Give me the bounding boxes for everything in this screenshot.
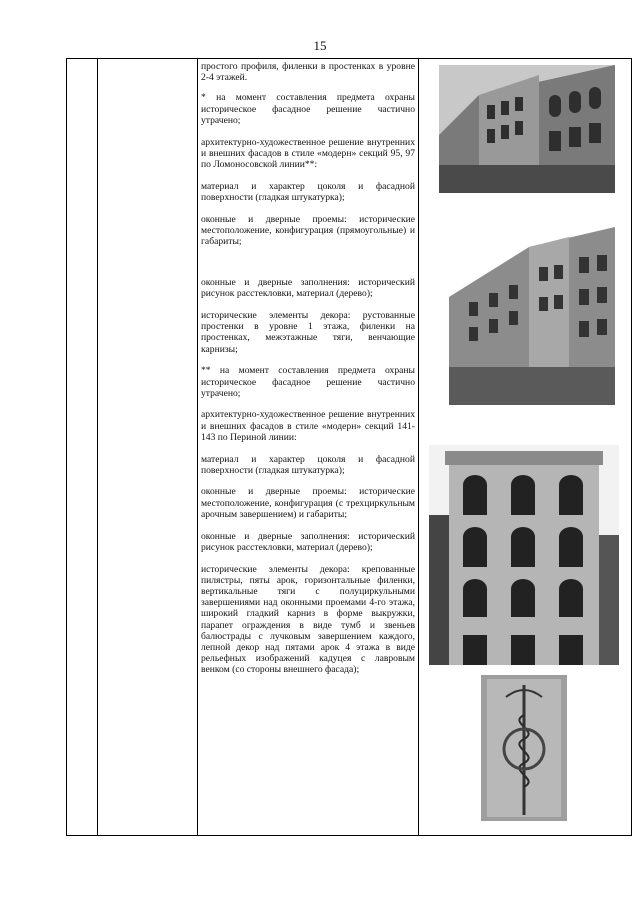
column-divider	[97, 59, 98, 835]
facade-photo-1	[439, 65, 615, 193]
paragraph: архитектурно-художественное решение внутренних и внешних фасадов в стиле «модерн» секций 95, 97 по Ломоносовской линии**:	[201, 136, 415, 170]
paragraph: оконные и дверные проемы: исторические местоположение, конфигурация (с трехциркульным арочным завершением) и габариты;	[201, 486, 415, 520]
paragraph: оконные и дверные заполнения: исторический рисунок расстекловки, материал (дерево);	[201, 277, 415, 300]
caduceus-relief-photo	[481, 675, 567, 821]
protection-table	[66, 58, 632, 836]
paragraph: оконные и дверные заполнения: исторический рисунок расстекловки, материал (дерево);	[201, 530, 415, 553]
column-divider	[197, 59, 198, 835]
paragraph: архитектурно-художественное решение внутренних и внешних фасадов в стиле «модерн» секций 141-143 по Периной линии:	[201, 409, 415, 443]
paragraph: исторические элементы декора: рустованные простенки в уровне 1 этажа, филенки на простенках, межэтажные тяги, венчающие карнизы;	[201, 310, 415, 355]
paragraph: материал и характер цоколя и фасадной поверхности (гладкая штукатурка);	[201, 180, 415, 203]
paragraph: оконные и дверные проемы: исторические местоположение, конфигурация (прямоугольные) и габариты;	[201, 213, 415, 247]
paragraph: * на момент составления предмета охраны историческое фасадное решение частично утрачено;	[201, 92, 415, 126]
paragraph: материал и характер цоколя и фасадной поверхности (гладкая штукатурка);	[201, 453, 415, 476]
column-divider	[418, 59, 419, 835]
description-column	[201, 61, 415, 686]
facade-photo-3	[429, 445, 619, 665]
paragraph: исторические элементы декора: крепованные пилястры, пяты арок, горизонтальные филенки, вертикальные тяги с полуциркульными завершениями над оконными проемами 4-го этажа, широкий гладкий карниз в форме выкружки, парапет ограждения в виде тумб и звеньев балюстрады с лучковым завершением каждого, лепной декор над пятами арок 4 этажа в виде рельефных изображений кадуцея с лавровым венком (со стороны внешнего фасада);	[201, 563, 415, 676]
page-number: 15	[313, 38, 327, 53]
paragraph: ** на момент составления предмета охраны историческое фасадное решение частично утрачено;	[201, 365, 415, 399]
paragraph: простого профиля, филенки в простенках в уровне 2-4 этажей.	[201, 61, 415, 84]
facade-photo-2	[439, 227, 615, 405]
